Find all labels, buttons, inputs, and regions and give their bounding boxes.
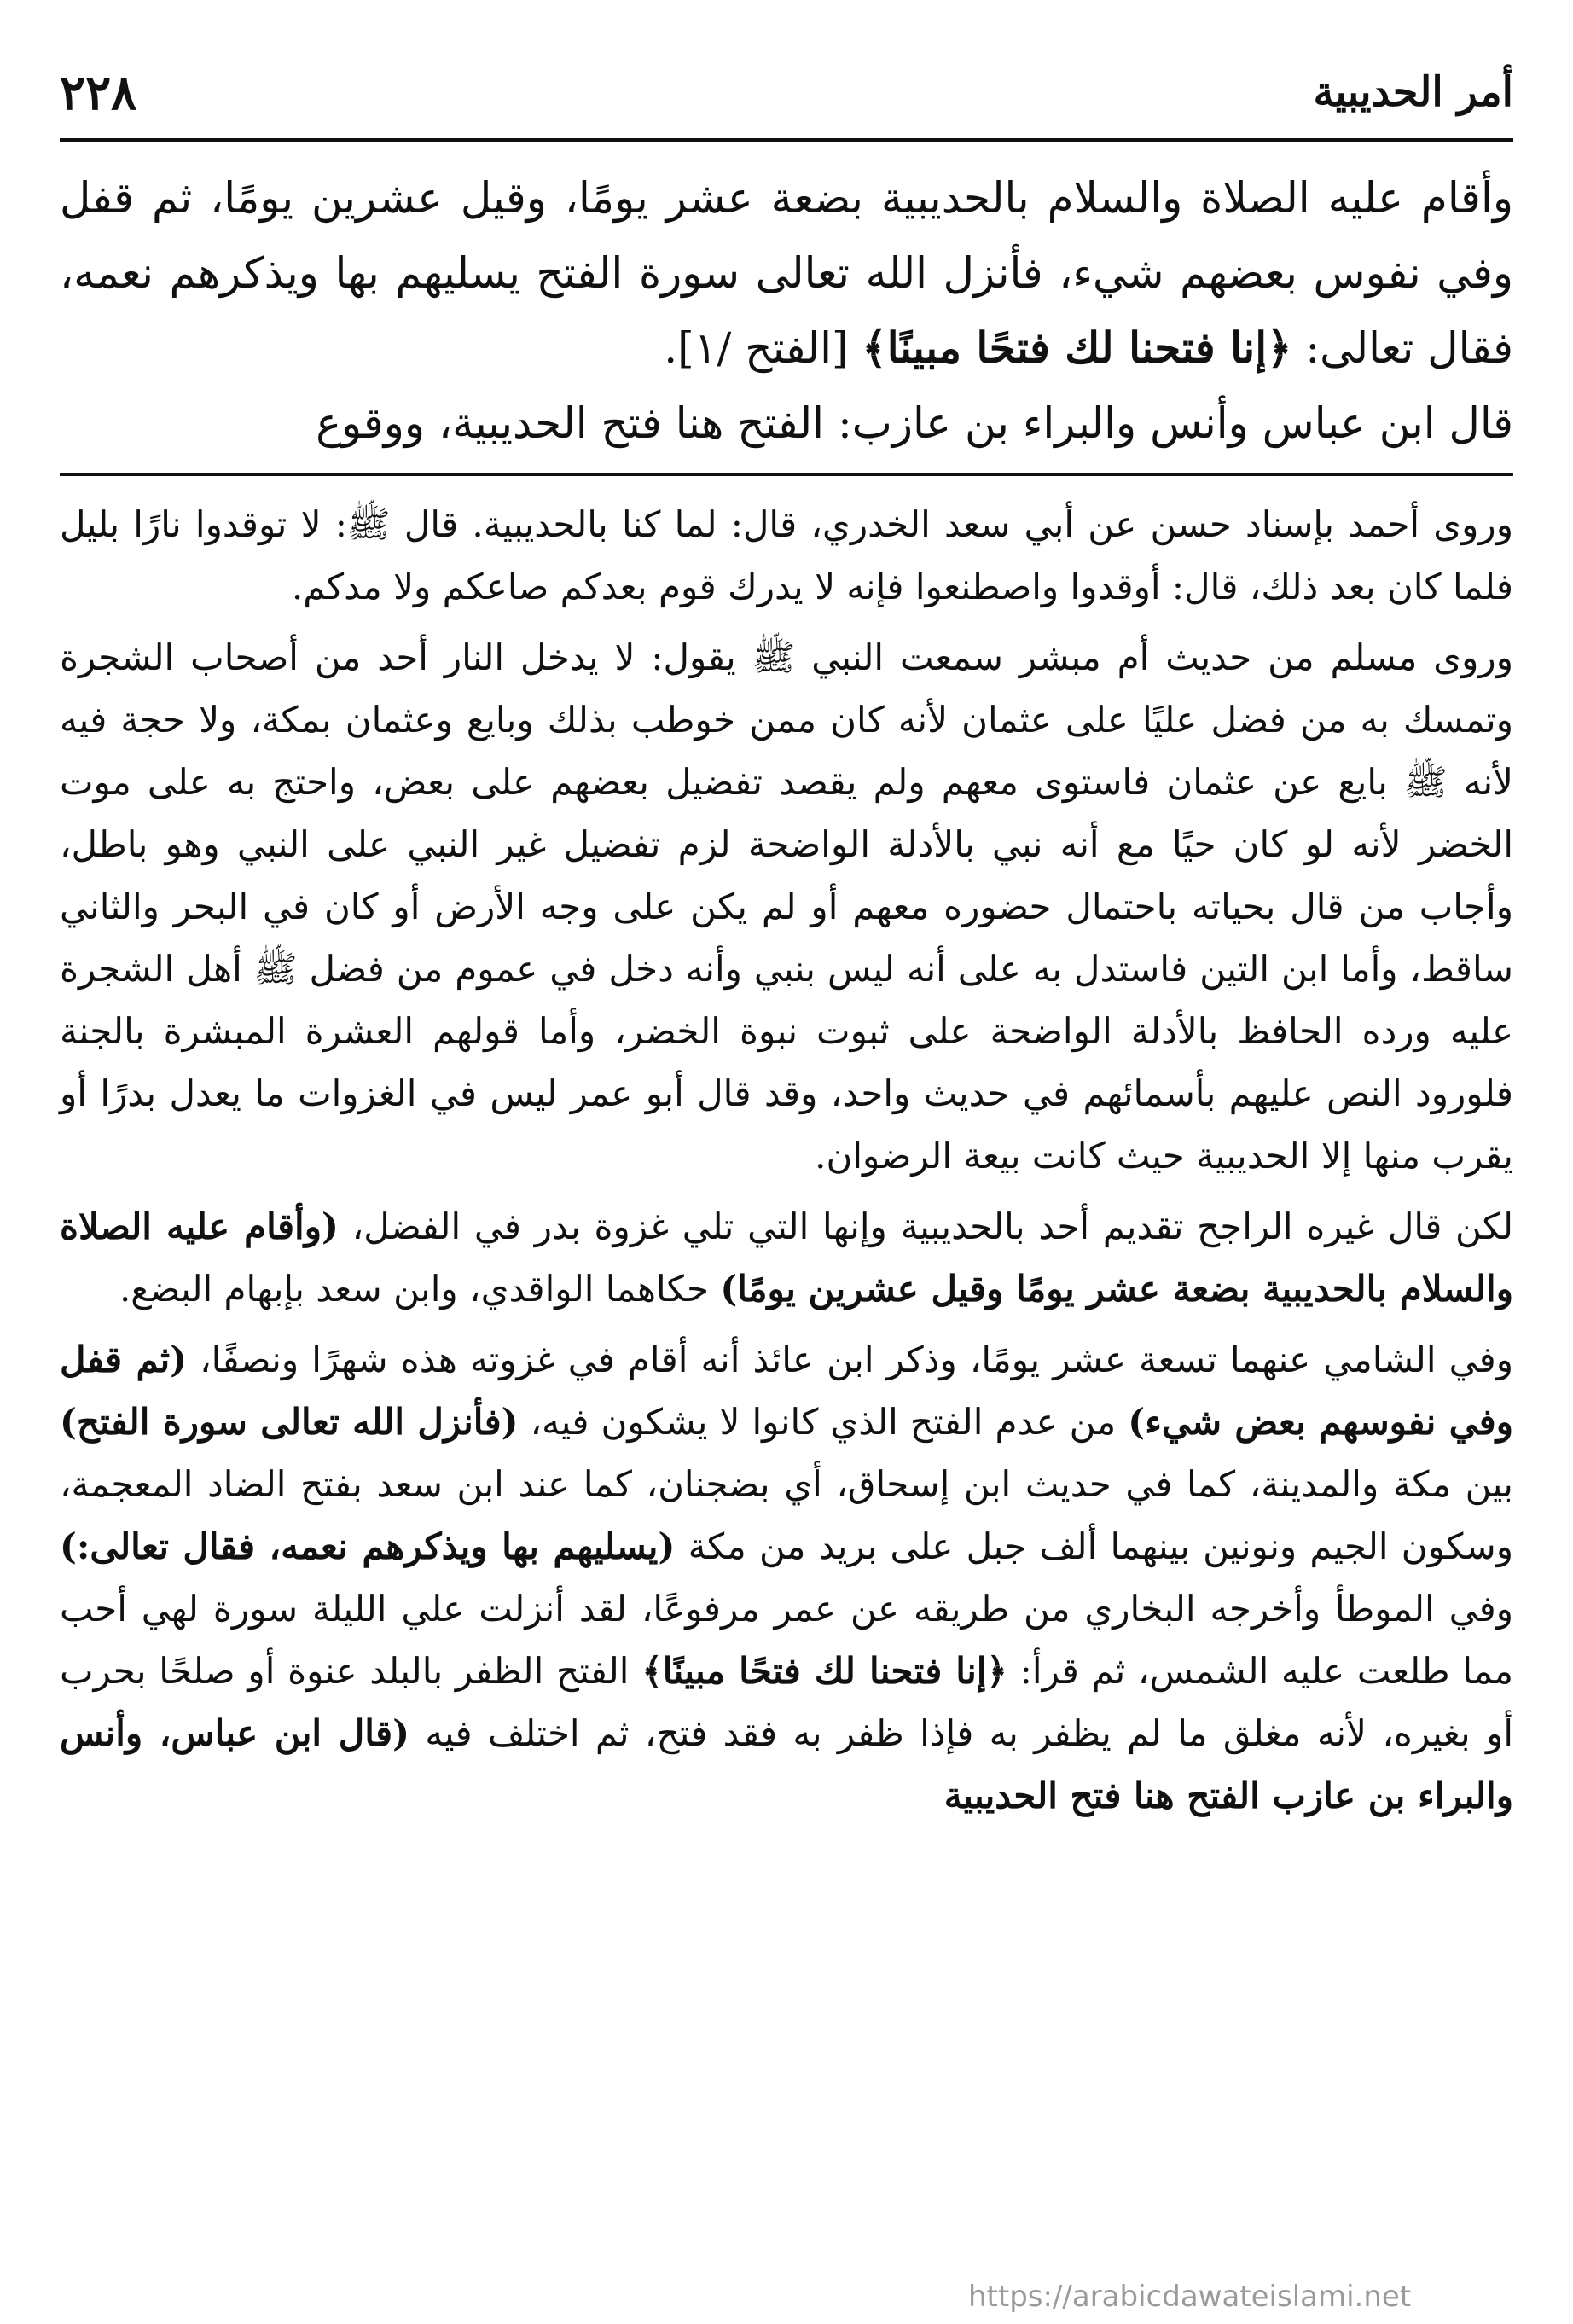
quoted-main-text: (فأنزل الله تعالى سورة الفتح) <box>60 1401 519 1443</box>
commentary-paragraph-3 <box>60 1195 1513 1320</box>
commentary-segment: لكن قال غيره الراجح تقديم أحد بالحديبية وإنها التي تلي غزوة بدر في الفضل، <box>338 1206 1513 1247</box>
quran-verse: ﴿إنا فتحنا لك فتحًا مبينًا﴾ <box>641 1650 1008 1692</box>
commentary-segment: حكاهما الواقدي، وابن سعد بإبهام البضع. <box>119 1268 721 1310</box>
commentary-segment: وفي الشامي عنهما تسعة عشر يومًا، وذكر ابن عائذ أنه أقام في غزوته هذه شهرًا ونصفًا، <box>187 1339 1513 1380</box>
commentary-text <box>60 493 1513 1827</box>
commentary-paragraph-2: وروى مسلم من حديث أم مبشر سمعت النبي ﷺ يقول: لا يدخل النار أحد من أصحاب الشجرة وتمسك به من فضل عليًا على عثمان لأنه كان ممن خوطب بذلك وبايع وعثمان بمكة، ولا حجة فيه لأنه ﷺ بايع عن عثمان فاستوى معهم ولم يقصد تفضيل بعضهم على بعض، واحتج به على موت الخضر لأنه لو كان حيًا مع أنه نبي بالأدلة الواضحة لزم تفضيل غير النبي على النبي وهو باطل، وأجاب من قال بحياته باحتمال حضوره معهم أو لم يكن على وجه الأرض أو كان في البحر والثاني ساقط، وأما ابن التين فاستدل به على أنه ليس بنبي وأنه دخل في عموم من فضل ﷺ أهل الشجرة عليه ورده الحافظ بالأدلة الواضحة على ثبوت نبوة الخضر، وأما قولهم العشرة المبشرة بالجنة فلورود النص عليهم بأسمائهم في حديث واحد، وقد قال أبو عمر ليس في الغزوات ما يعدل بدرًا أو يقرب منها إلا الحديبية حيث كانت بيعة الرضوان. <box>60 636 1513 1177</box>
main-text <box>60 160 1513 461</box>
separator-rule <box>60 473 1513 476</box>
main-paragraph-1 <box>60 160 1513 386</box>
quoted-main-text: (ثم قفل وفي نفوسهم بعض شيء) <box>60 1339 1513 1443</box>
page-header <box>60 60 1513 142</box>
commentary-segment: الفتح الظفر بالبلد عنوة أو صلحًا بحرب أو بغيره، لأنه مغلق ما لم يظفر به فإذا ظفر به فقد فتح، ثم اختلف فيه <box>60 1650 1513 1754</box>
page-title: أمر الحديبية <box>1313 68 1513 116</box>
commentary-segment: بين مكة والمدينة، كما في حديث ابن إسحاق، أي بضجنان، كما عند ابن سعد بفتح الضاد المعجمة، وسكون الجيم ونونين بينهما ألف جبل على بريد من مكة <box>60 1463 1514 1567</box>
commentary-paragraph-4 <box>60 1328 1513 1827</box>
quoted-main-text: (وأقام عليه الصلاة والسلام بالحديبية بضعة عشر يومًا وقيل عشرين يومًا) <box>60 1206 1513 1310</box>
quoted-main-text: (يسليهم بها ويذكرهم نعمه، فقال تعالى:) <box>60 1525 676 1567</box>
main-paragraph-2: قال ابن عباس وأنس والبراء بن عازب: الفتح هنا فتح الحديبية، ووقوع <box>316 398 1513 448</box>
commentary-segment: وفي الموطأ وأخرجه البخاري من طريقه عن عمر مرفوعًا، لقد أنزلت علي الليلة سورة لهي أحب مما طلعت عليه الشمس، ثم قرأ: <box>60 1588 1513 1692</box>
watermark-url: https://arabicdawateislami.net <box>968 2280 1412 2314</box>
quoted-main-text: (قال ابن عباس، وأنس والبراء بن عازب الفتح هنا فتح الحديبية <box>60 1712 1513 1816</box>
verse-reference: [الفتح /١]. <box>664 323 862 373</box>
book-page <box>60 60 1513 2278</box>
commentary-paragraph-1: وروى أحمد بإسناد حسن عن أبي سعد الخدري، قال: لما كنا بالحديبية. قال ﷺ: لا توقدوا نارًا بليل فلما كان بعد ذلك، قال: أوقدوا واصطنعوا فإنه لا يدرك قوم بعدكم صاعكم ولا مدكم. <box>60 503 1513 607</box>
quran-verse: ﴿إنا فتحنا لك فتحًا مبينًا﴾ <box>862 322 1292 373</box>
commentary-segment: من عدم الفتح الذي كانوا لا يشكون فيه، <box>518 1401 1129 1443</box>
page-number: ٢٢٨ <box>60 65 137 121</box>
main-text-segment: وأقام عليه الصلاة والسلام بالحديبية بضعة عشر يومًا، وقيل عشرين يومًا، ثم قفل وفي نفوس بعضهم شيء، فأنزل الله تعالى سورة الفتح يسليهم بها ويذكرهم نعمه، فقال تعالى: <box>60 173 1513 373</box>
